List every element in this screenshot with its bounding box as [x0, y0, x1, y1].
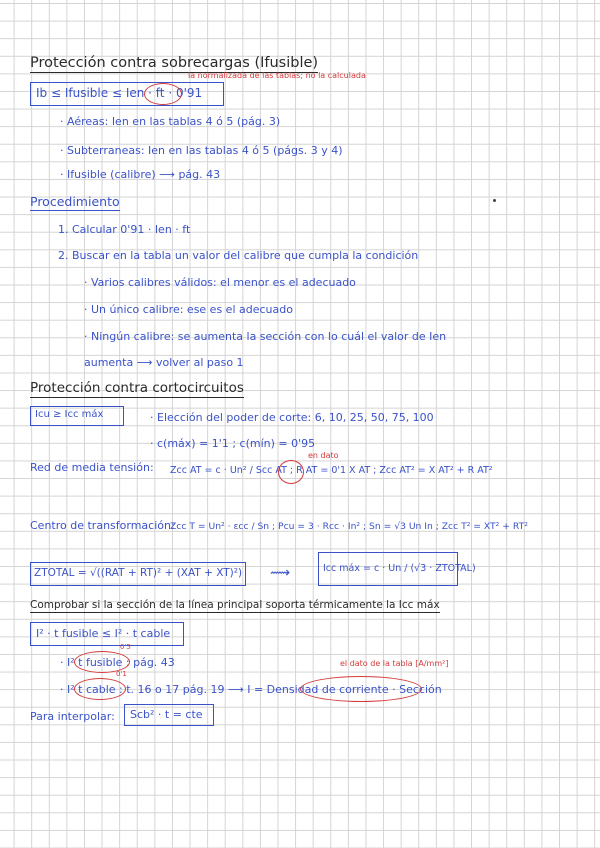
- media-tension-formula: Zcc AT = c · Un² / Scc AT ; R AT = 0'1 X AT ; Zcc AT² = X AT² + R AT²: [170, 465, 493, 476]
- cable-note: 0'1: [116, 670, 127, 678]
- sobrecargas-title: Protección contra sobrecargas (Ifusible): [30, 55, 319, 71]
- cable-circle: [74, 678, 126, 700]
- icc-formula: Icc máx = c · Un / (√3 · ZTOTAL): [323, 563, 476, 574]
- procedimiento-bullet-ninguno: · Ningún calibre: se aumenta la sección con lo cuál el valor de Ien: [84, 330, 447, 343]
- interpolar-formula: Scb² · t = cte: [130, 708, 203, 721]
- densidad-note: el dato de la tabla [A/mm²]: [340, 659, 449, 668]
- cortocircuitos-title: Protección contra cortocircuitos: [30, 380, 244, 396]
- interpolar-label: Para interpolar:: [30, 710, 115, 723]
- sobrecargas-annotation: la normalizada de las tablas; no la calculada: [188, 71, 366, 80]
- c-values-line: · c(máx) = 1'1 ; c(mín) = 0'95: [150, 437, 316, 450]
- densidad-circle: [300, 676, 422, 702]
- comprobar-title: Comprobar si la sección de la línea principal soporta térmicamente la Icc máx: [30, 599, 440, 611]
- procedimiento-bullet-varios: · Varios calibres válidos: el menor es el adecuado: [84, 276, 356, 289]
- poder-corte-line: · Elección del poder de corte: 6, 10, 25, 50, 75, 100: [150, 411, 434, 424]
- arrow-to-icc: ⟿: [270, 565, 291, 581]
- en-dato-note: en dato: [308, 451, 339, 460]
- procedimiento-step-1: 1. Calcular 0'91 · Ien · ft: [58, 223, 191, 236]
- rat-circle: [278, 460, 304, 484]
- procedimiento-bullet-unico: · Un único calibre: ese es el adecuado: [84, 303, 293, 316]
- procedimiento-step-2: 2. Buscar en la tabla un valor del calibre que cumpla la condición: [58, 249, 419, 262]
- ztotal-formula: ZTOTAL = √((RAT + RT)² + (XAT + XT)²): [34, 567, 243, 579]
- ien-circle: [144, 83, 182, 105]
- i2t-fusible-line: · I² t fusible : pág. 43: [60, 656, 175, 669]
- sobrecargas-formula: Ib ≤ Ifusible ≤ Ien · ft · 0'91: [36, 86, 203, 100]
- sobrecargas-item-aereas: · Aéreas: Ien en las tablas 4 ó 5 (pág. 3): [60, 115, 281, 128]
- i2t-formula: I² · t fusible ≤ I² · t cable: [36, 627, 171, 640]
- fusible-note: 0'5: [120, 643, 131, 651]
- media-tension-label: Red de media tensión:: [30, 461, 154, 474]
- icu-formula: Icu ≥ Icc máx: [35, 409, 104, 420]
- centro-transformacion-label: Centro de transformación:: [30, 519, 175, 532]
- sobrecargas-item-ifusible: · Ifusible (calibre) ⟶ pág. 43: [60, 168, 221, 181]
- centro-transformacion-formula: Zcc T = Un² · εcc / Sn ; Pcu = 3 · Rcc · In² ; Sn = √3 Un In ; Zcc T² = XT² + RT²: [170, 521, 528, 532]
- i2t-cable-line: · I² t cable : t. 16 o 17 pág. 19 ⟶ I = Densidad de corriente · Sección: [60, 683, 442, 696]
- sobrecargas-item-subterraneas: · Subterraneas: Ien en las tablas 4 ó 5 (págs. 3 y 4): [60, 144, 343, 157]
- procedimiento-continuation: aumenta ⟶ volver al paso 1: [84, 356, 244, 369]
- stray-dot: [493, 199, 496, 202]
- procedimiento-title: Procedimiento: [30, 194, 120, 209]
